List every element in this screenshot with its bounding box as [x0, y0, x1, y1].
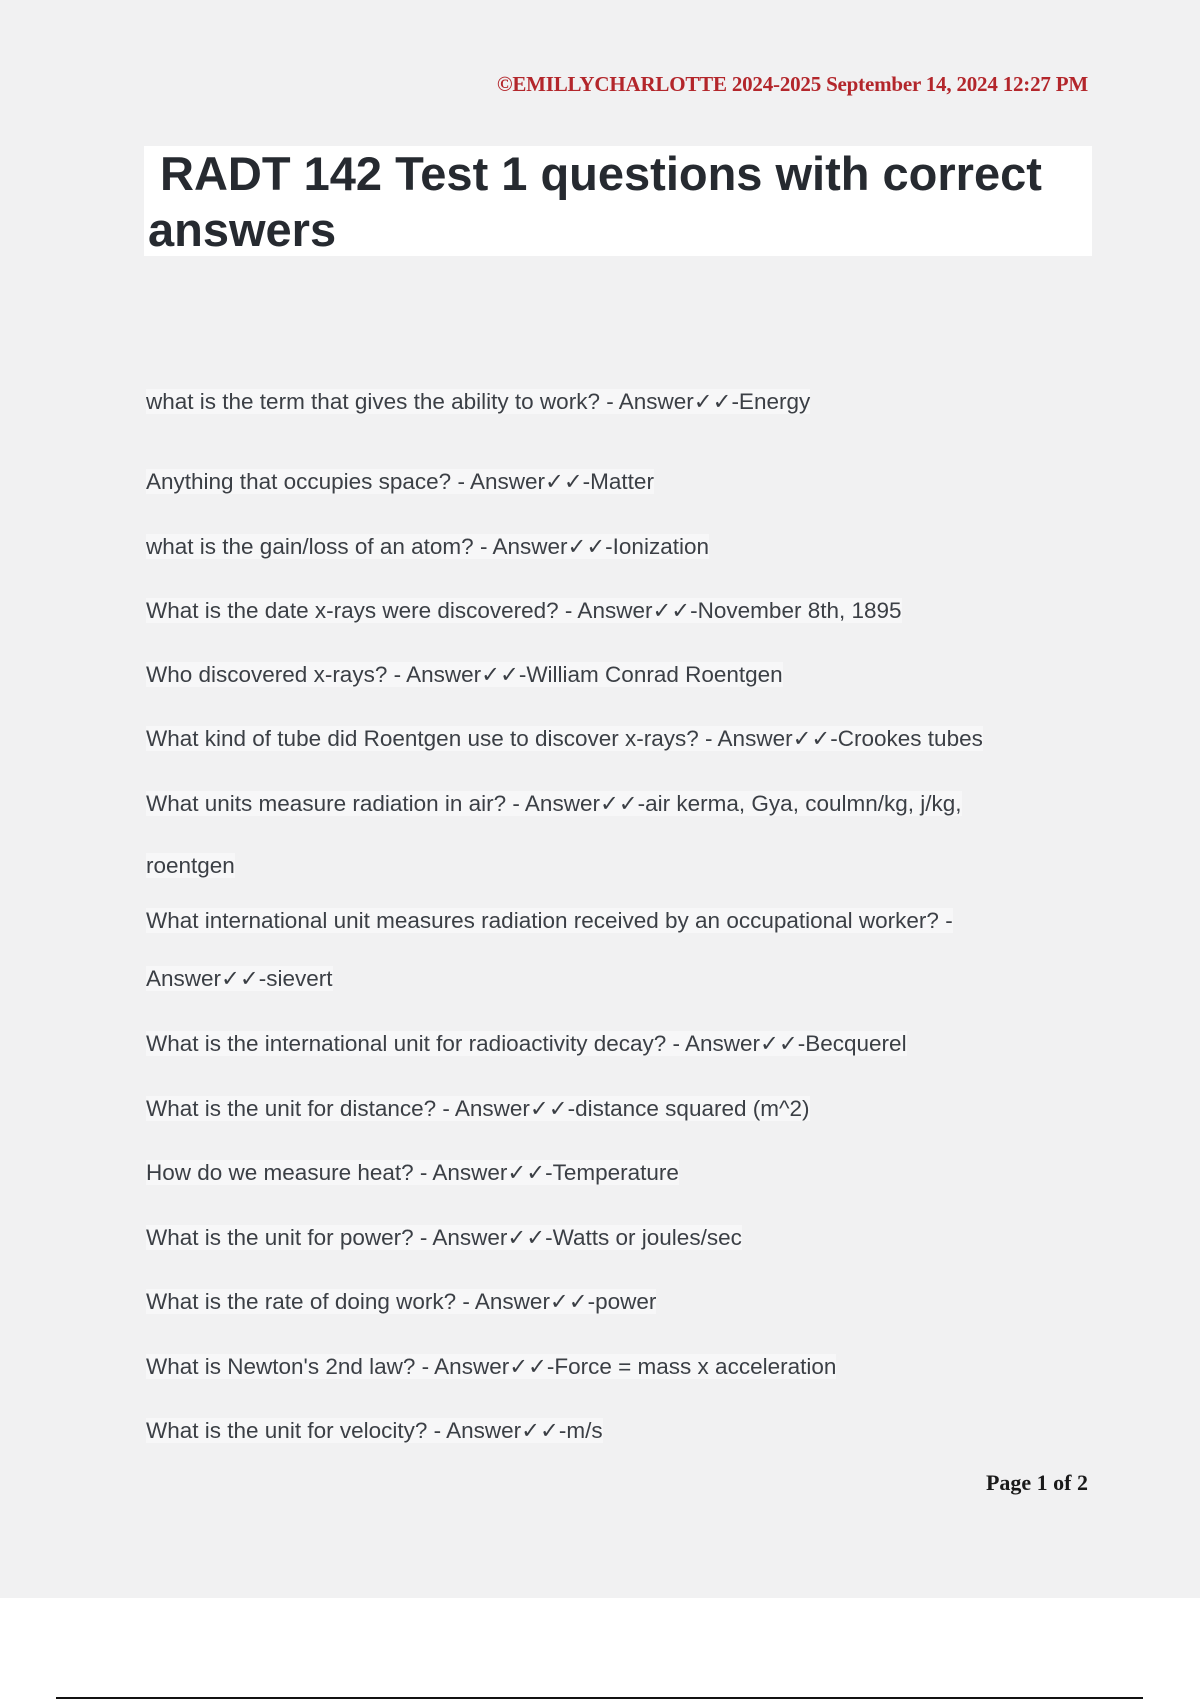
qa-text: What units measure radiation in air? - Answer✓✓-air kerma, Gya, coulmn/kg, j/kg,	[146, 791, 962, 816]
qa-line	[146, 1287, 656, 1317]
qa-line	[146, 1094, 810, 1124]
qa-text: What is the unit for velocity? - Answer✓✓-m/s	[146, 1418, 603, 1443]
qa-text: What is the international unit for radioactivity decay? - Answer✓✓-Becquerel	[146, 1031, 907, 1056]
qa-text: what is the gain/loss of an atom? - Answer✓✓-Ionization	[146, 534, 709, 559]
copyright-header: ©EMILLYCHARLOTTE 2024-2025 September 14, 2024 12:27 PM	[496, 72, 1088, 96]
qa-line	[146, 724, 983, 754]
qa-text: Who discovered x-rays? - Answer✓✓-William Conrad Roentgen	[146, 662, 783, 687]
qa-text: What is Newton's 2nd law? - Answer✓✓-Force = mass x acceleration	[146, 1354, 837, 1379]
qa-line	[146, 1223, 742, 1253]
qa-line	[146, 467, 654, 497]
qa-line	[146, 906, 953, 936]
qa-line	[146, 851, 235, 881]
title-box	[144, 146, 1092, 256]
qa-line	[146, 387, 810, 417]
qa-text: What is the date x-rays were discovered? - Answer✓✓-November 8th, 1895	[146, 598, 902, 623]
qa-line	[146, 532, 709, 562]
qa-text: What is the unit for power? - Answer✓✓-Watts or joules/sec	[146, 1225, 742, 1250]
qa-line	[146, 1416, 603, 1446]
qa-text: What international unit measures radiation received by an occupational worker? -	[146, 908, 953, 933]
qa-text: Anything that occupies space? - Answer✓✓-Matter	[146, 469, 654, 494]
qa-line	[146, 1158, 679, 1188]
document-title: RADT 142 Test 1 questions with correct answers	[148, 147, 1042, 256]
divider	[56, 1697, 1143, 1699]
qa-text: what is the term that gives the ability to work? - Answer✓✓-Energy	[146, 389, 811, 414]
qa-line	[146, 1352, 836, 1382]
qa-line	[146, 660, 783, 690]
qa-text: Answer✓✓-sievert	[146, 966, 333, 991]
qa-text: What is the rate of doing work? - Answer✓✓-power	[146, 1289, 657, 1314]
qa-text: How do we measure heat? - Answer✓✓-Temperature	[146, 1160, 679, 1185]
qa-line	[146, 1029, 907, 1059]
qa-line	[146, 964, 333, 994]
qa-text: What is the unit for distance? - Answer✓✓-distance squared (m^2)	[146, 1096, 810, 1121]
qa-line	[146, 789, 962, 819]
qa-text: What kind of tube did Roentgen use to discover x-rays? - Answer✓✓-Crookes tubes	[146, 726, 983, 751]
qa-line	[146, 596, 902, 626]
qa-text: roentgen	[146, 853, 235, 878]
page-number: Page 1 of 2	[985, 1470, 1088, 1495]
